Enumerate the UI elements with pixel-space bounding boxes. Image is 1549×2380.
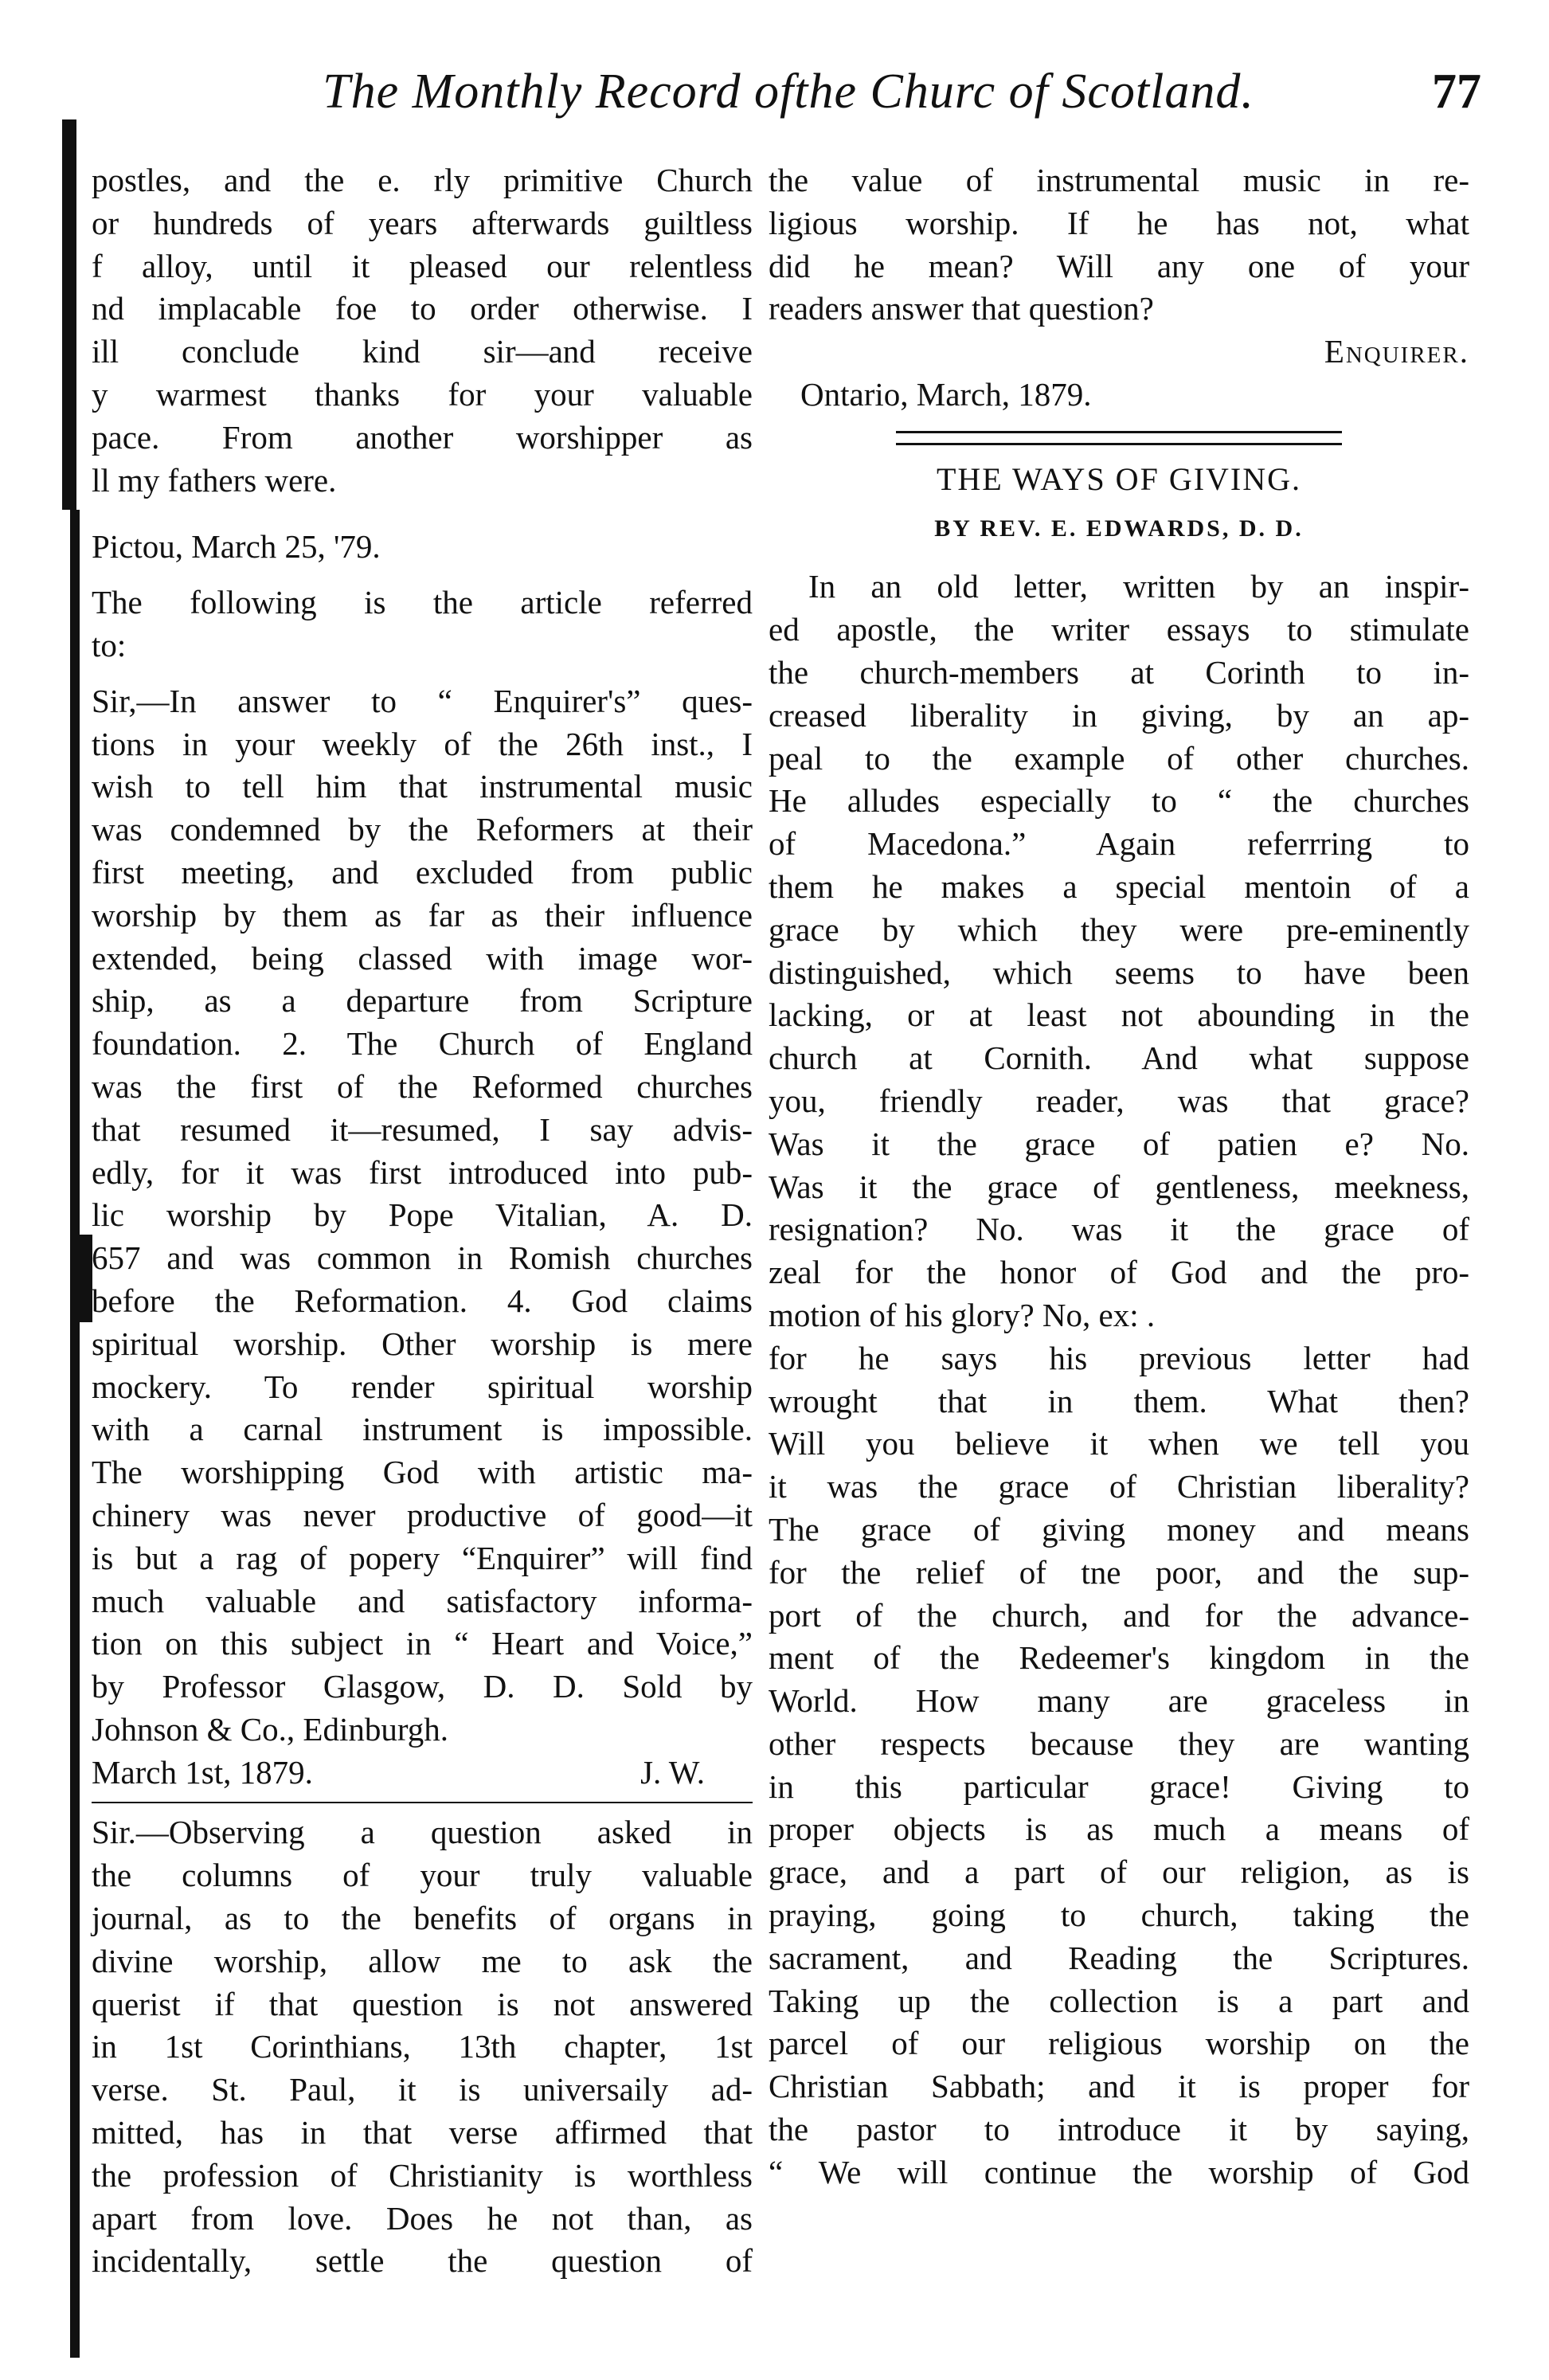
- text-line: chinery was never productive of good—it: [92, 1496, 753, 1533]
- text-line: motion of his glory? No, ex: .: [769, 1296, 1156, 1333]
- article-byline: BY REV. E. EDWARDS, D. D.: [934, 515, 1304, 542]
- text-line: much valuable and satisfactory informa-: [92, 1582, 753, 1619]
- text-line: resignation? No. was it the grace of: [769, 1211, 1469, 1248]
- text-line: grace, and a part of our religion, as is: [769, 1854, 1469, 1891]
- journal-title: The Monthly Record ofthe Churc of Scotland.: [323, 65, 1254, 119]
- text-line: creased liberality in giving, by an ap-: [769, 696, 1469, 734]
- text-line: Johnson & Co., Edinburgh.: [92, 1710, 448, 1748]
- article-title: THE WAYS OF GIVING.: [936, 460, 1302, 497]
- binding-edge-mark: [78, 1235, 92, 1322]
- text-line: postles, and the e. rly primitive Church: [92, 162, 753, 198]
- text-line: in 1st Corinthians, 13th chapter, 1st: [92, 2028, 753, 2065]
- text-line: the profession of Christianity is worthless: [92, 2156, 753, 2194]
- text-line: that resumed it—resumed, I say advis-: [92, 1110, 753, 1148]
- text-line: ed apostle, the writer essays to stimulate: [769, 611, 1469, 648]
- text-line: edly, for it was first introduced into pub-: [92, 1153, 753, 1191]
- text-line: The worshipping God with artistic ma-: [92, 1454, 753, 1491]
- text-line: ligious worship. If he has not, what: [769, 204, 1469, 241]
- text-line: mockery. To render spiritual worship: [92, 1368, 753, 1405]
- text-line: spiritual worship. Other worship is mere: [92, 1325, 753, 1362]
- text-line: Was it the grace of gentleness, meekness,: [769, 1168, 1469, 1205]
- article-divider: [896, 431, 1342, 445]
- text-line: the value of instrumental music in re-: [769, 162, 1469, 198]
- text-line: Was it the grace of patien e? No.: [769, 1125, 1469, 1162]
- left-column: [92, 159, 753, 2283]
- text-line: grace by which they were pre-eminently: [769, 910, 1469, 948]
- text-line: first meeting, and excluded from public: [92, 853, 753, 891]
- article-body: [769, 566, 1469, 2194]
- text-line: or hundreds of years afterwards guiltless: [92, 204, 753, 241]
- text-line: lacking, or at least not abounding in the: [769, 996, 1469, 1034]
- text-line: the church-members at Corinth to in-: [769, 653, 1469, 691]
- text-line: pace. From another worshipper as: [92, 418, 753, 456]
- text-line: tion on this subject in “ Heart and Voice,”: [92, 1625, 753, 1662]
- text-line: did he mean? Will any one of your: [769, 247, 1469, 284]
- text-line: for he says his previous letter had: [769, 1339, 1469, 1376]
- letter-signature: J. W.: [640, 1753, 705, 1791]
- text-line: He alludes especially to “ the churches: [769, 782, 1469, 820]
- dateline: Pictou, March 25, '79.: [92, 528, 381, 566]
- text-line: it was the grace of Christian liberality?: [769, 1468, 1469, 1505]
- text-line: was condemned by the Reformers at their: [92, 811, 753, 848]
- text-line: ment of the Redeemer's kingdom in the: [769, 1639, 1469, 1677]
- binding-edge-mark: [70, 510, 80, 2358]
- article-intro-paragraph: [92, 581, 753, 667]
- text-line: Sir.—Observing a question asked in: [92, 1814, 753, 1851]
- text-line: readers answer that question?: [769, 290, 1154, 327]
- text-line: ship, as a departure from Scripture: [92, 982, 753, 1020]
- page-number: 77: [1432, 65, 1481, 119]
- text-line: “ We will continue the worship of God: [769, 2153, 1469, 2190]
- letter-paragraph: [769, 159, 1469, 331]
- text-line: The grace of giving money and means: [769, 1510, 1469, 1548]
- text-line: distinguished, which seems to have been: [769, 953, 1469, 991]
- text-line: port of the church, and for the advance-: [769, 1596, 1469, 1634]
- text-line: them he makes a special mentoin of a: [769, 867, 1469, 905]
- letter-signature: Enquirer.: [1324, 333, 1469, 370]
- text-line: apart from love. Does he not than, as: [92, 2199, 753, 2237]
- text-line: Taking up the collection is a part and: [769, 1982, 1469, 2019]
- text-line: the pastor to introduce it by saying,: [769, 2111, 1469, 2148]
- text-line: extended, being classed with image wor-: [92, 939, 753, 977]
- text-line: was the first of the Reformed churches: [92, 1067, 753, 1105]
- text-line: proper objects is as much a means of: [769, 1810, 1469, 1848]
- text-line: to:: [92, 626, 127, 664]
- text-line: zeal for the honor of God and the pro-: [769, 1254, 1469, 1291]
- text-line: y warmest thanks for your valuable: [92, 375, 753, 413]
- letter-closing-paragraph: [92, 159, 753, 502]
- text-line: in this particular grace! Giving to: [769, 1767, 1469, 1805]
- text-line: World. How many are graceless in: [769, 1682, 1469, 1720]
- section-divider: [92, 1802, 753, 1803]
- text-line: peal to the example of other churches.: [769, 739, 1469, 777]
- text-line: lic worship by Pope Vitalian, A. D.: [92, 1196, 753, 1234]
- text-line: journal, as to the benefits of organs in: [92, 1900, 753, 1937]
- text-line: of Macedona.” Again referrring to: [769, 825, 1469, 863]
- text-line: the columns of your truly valuable: [92, 1857, 753, 1894]
- dateline: Ontario, March, 1879.: [800, 375, 1092, 413]
- text-line: wrought that in them. What then?: [769, 1382, 1469, 1419]
- binding-edge-mark: [62, 119, 76, 510]
- text-line: ill conclude kind sir—and receive: [92, 333, 753, 370]
- text-line: incidentally, settle the question of: [92, 2242, 753, 2280]
- text-line: foundation. 2. The Church of England: [92, 1025, 753, 1063]
- text-line: before the Reformation. 4. God claims: [92, 1282, 753, 1319]
- text-line: Will you believe it when we tell you: [769, 1425, 1469, 1462]
- text-line: querist if that question is not answered: [92, 1985, 753, 2022]
- running-header: [96, 64, 1481, 127]
- text-line: praying, going to church, taking the: [769, 1897, 1469, 1934]
- right-column: [769, 159, 1469, 2194]
- text-line: with a carnal instrument is impossible.: [92, 1411, 753, 1448]
- text-line: church at Cornith. And what suppose: [769, 1039, 1469, 1077]
- letter-dateline: [92, 1752, 753, 1795]
- text-line: In an old letter, written by an inspir-: [808, 568, 1469, 605]
- text-line: for the relief of tne poor, and the sup-: [769, 1553, 1469, 1591]
- text-line: parcel of our religious worship on the: [769, 2025, 1469, 2062]
- text-line: you, friendly reader, was that grace?: [769, 1082, 1469, 1119]
- letter-paragraph: [92, 1811, 753, 2283]
- text-line: other respects because they are wanting: [769, 1724, 1469, 1762]
- text-line: 657 and was common in Romish churches: [92, 1239, 753, 1277]
- text-line: f alloy, until it pleased our relentless: [92, 247, 753, 284]
- text-line: The following is the article referred: [92, 584, 753, 621]
- text-line: verse. St. Paul, it is universaily ad-: [92, 2071, 753, 2108]
- text-line: is but a rag of popery “Enquirer” will find: [92, 1539, 753, 1576]
- text-line: by Professor Glasgow, D. D. Sold by: [92, 1668, 753, 1705]
- text-line: wish to tell him that instrumental music: [92, 768, 753, 805]
- letter-paragraph: [92, 680, 753, 1752]
- text-line: divine worship, allow me to ask the: [92, 1942, 753, 1979]
- text-line: mitted, has in that verse affirmed that: [92, 2114, 753, 2151]
- text-line: sacrament, and Reading the Scriptures.: [769, 1939, 1469, 1976]
- text-line: nd implacable foe to order otherwise. I: [92, 290, 753, 327]
- text-line: tions in your weekly of the 26th inst., I: [92, 725, 753, 762]
- letter-date: March 1st, 1879.: [92, 1753, 313, 1791]
- text-line: Sir,—In answer to “ Enquirer's” ques-: [92, 682, 753, 719]
- text-line: Christian Sabbath; and it is proper for: [769, 2068, 1469, 2105]
- text-line: worship by them as far as their influence: [92, 896, 753, 934]
- text-line: ll my fathers were.: [92, 461, 337, 499]
